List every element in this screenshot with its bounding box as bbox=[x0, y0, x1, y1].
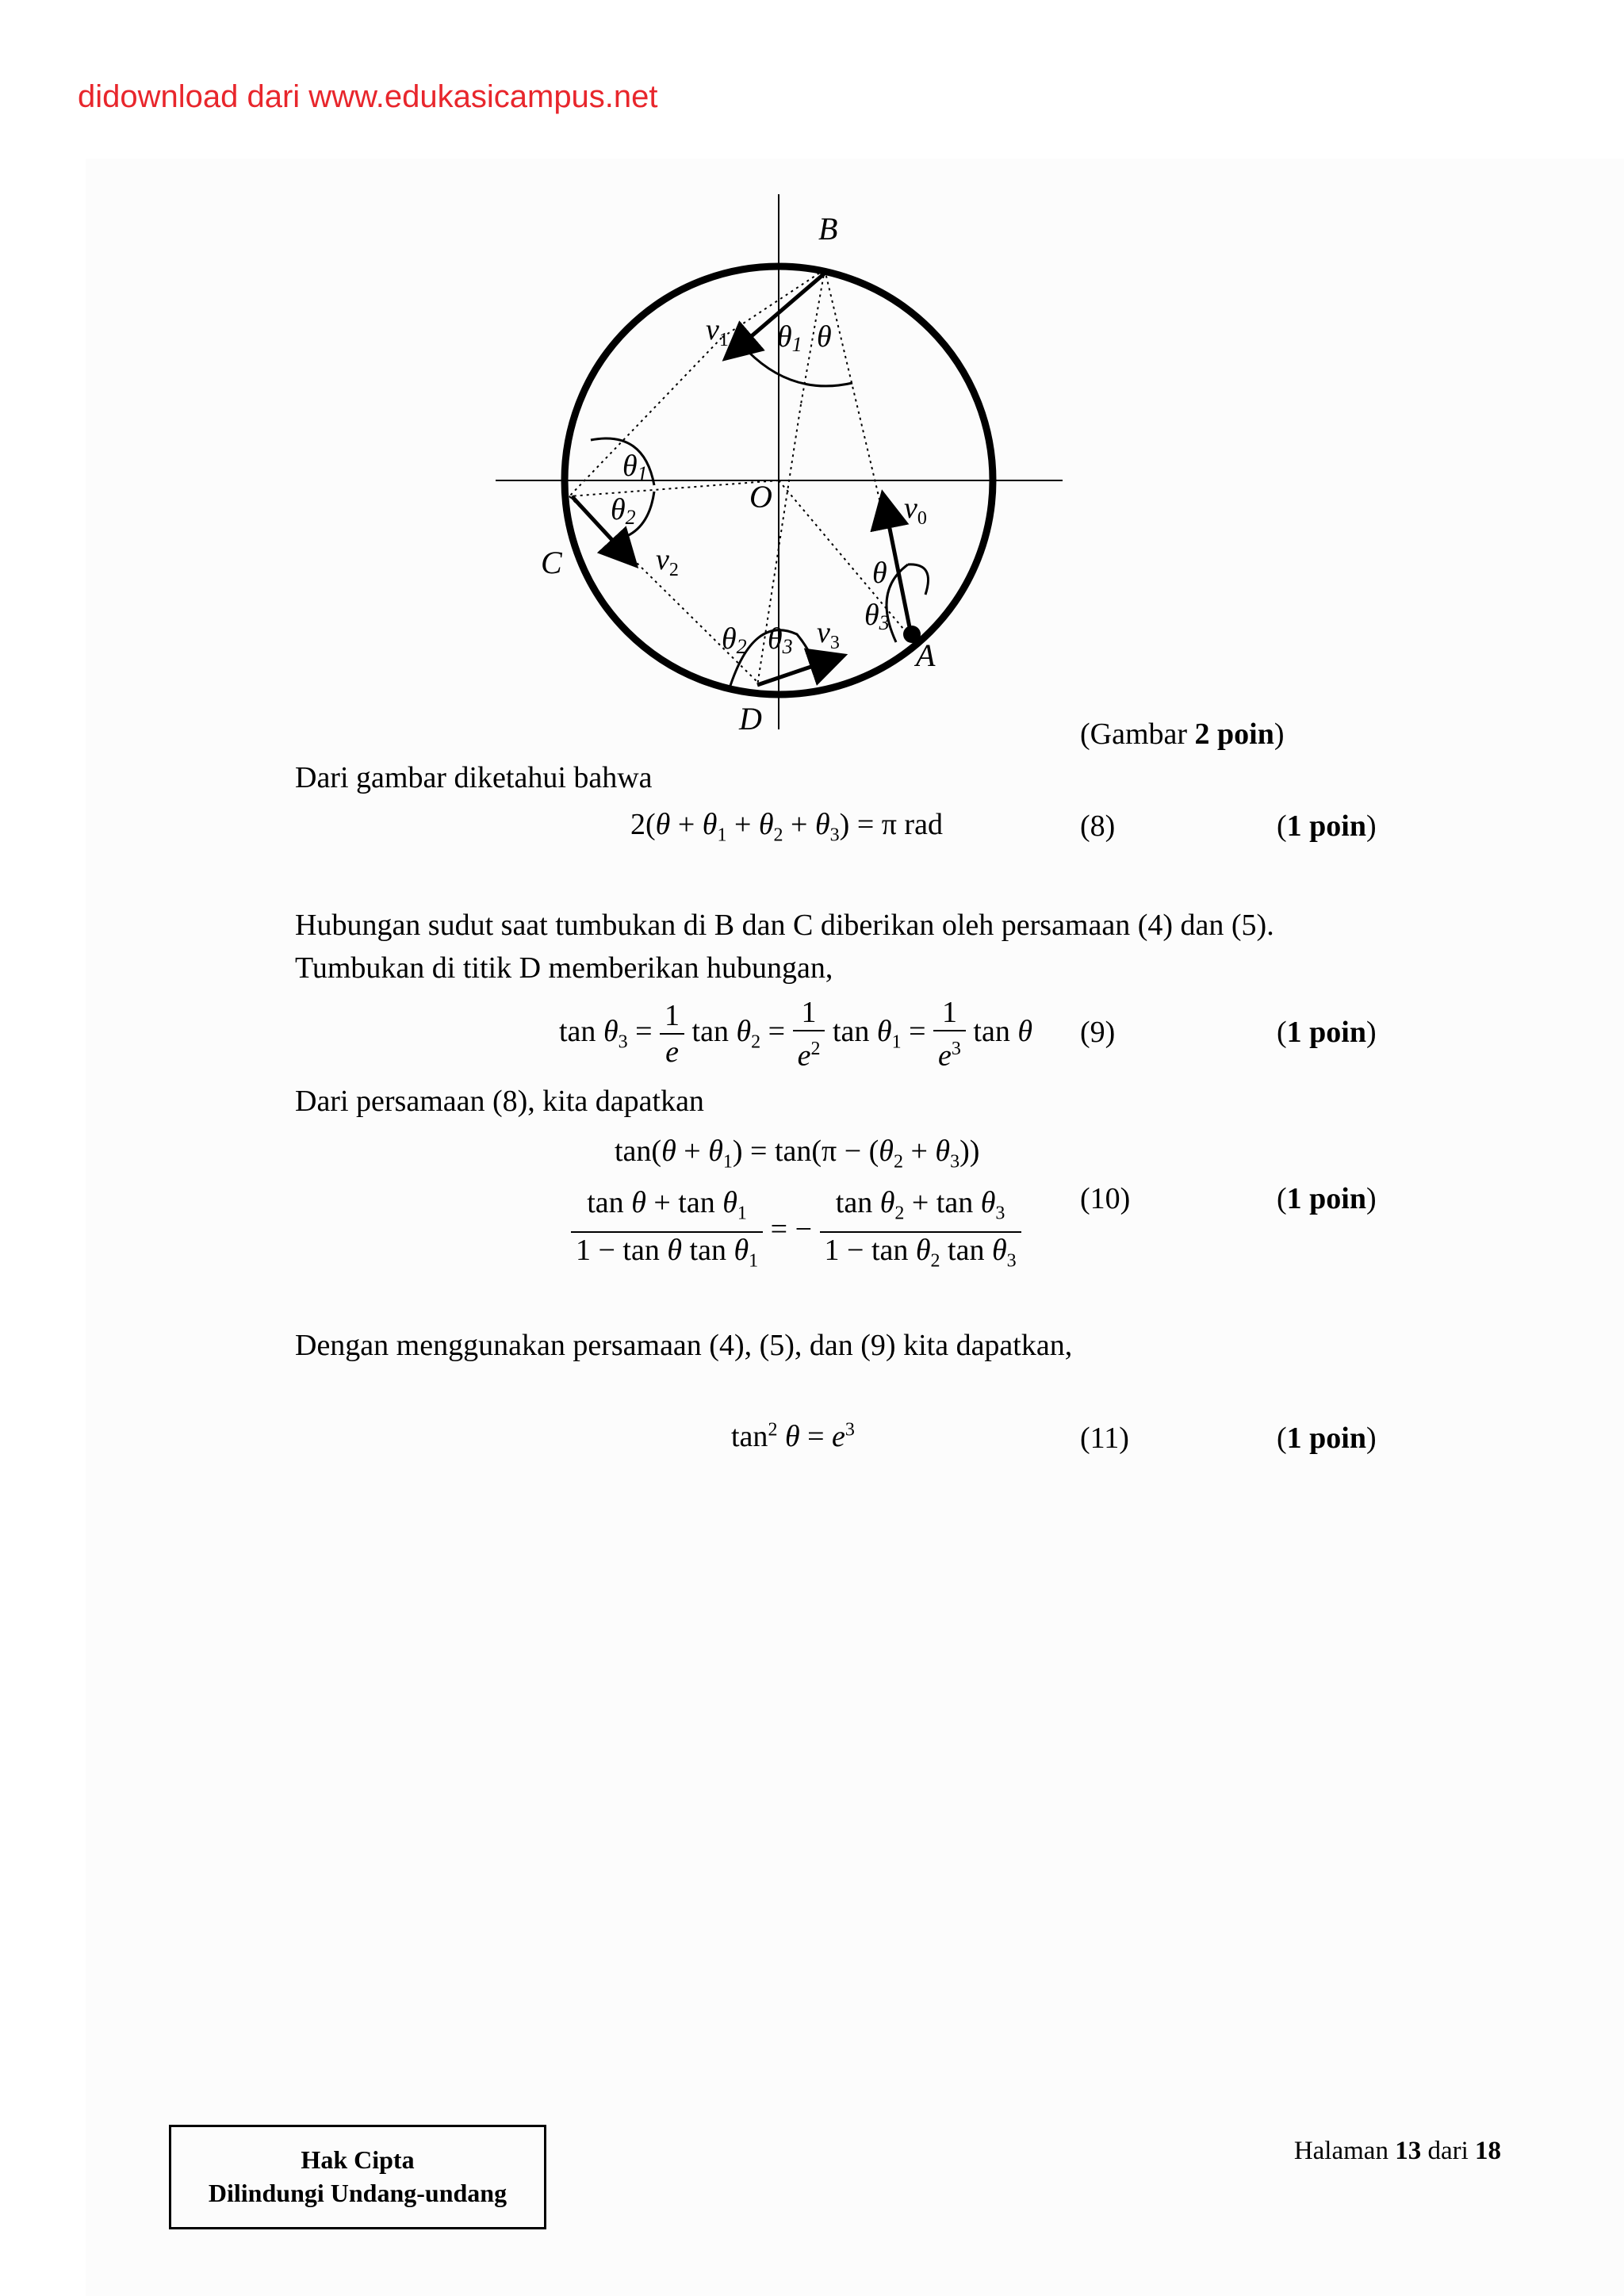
equation-11-number: (11) bbox=[1080, 1422, 1129, 1455]
collision-diagram bbox=[476, 190, 1078, 745]
paragraph-4: Dari persamaan (8), kita dapatkan bbox=[295, 1085, 704, 1118]
equation-9: $\tan \theta_3$ = $\frac{1}{e}$ $\tan \theta_2$ = $\frac{1}{e^2}$ $\tan \theta_1$ = $\frac{1}{e^3}$ tan θ bbox=[559, 996, 1032, 1073]
point-C-label: C bbox=[541, 545, 562, 580]
paragraph-5: Dengan menggunakan persamaan (4), (5), dan (9) kita dapatkan, bbox=[295, 1329, 1073, 1362]
point-B-label: B bbox=[818, 211, 838, 247]
points-eq9: (1 poin) bbox=[1277, 1016, 1377, 1049]
points-eq10: (1 poin) bbox=[1277, 1182, 1377, 1215]
points-eq11: (1 poin) bbox=[1277, 1422, 1377, 1455]
point-D-label: D bbox=[739, 701, 762, 737]
paragraph-1: Dari gambar diketahui bahwa bbox=[295, 761, 653, 794]
theta2-left-label: θ2 bbox=[611, 493, 636, 529]
theta2-bottom-label: θ2 bbox=[722, 622, 747, 658]
theta3-bottom-label: θ3 bbox=[768, 622, 793, 658]
watermark-link[interactable]: didownload dari www.edukasicampus.net bbox=[78, 79, 658, 114]
equation-11: $\tan^2 \theta = e^3$ bbox=[731, 1419, 855, 1453]
equation-10-line-1: $\tan(\theta + \theta_1) = \tan(\pi - (\theta_2 + \theta_3))$ bbox=[615, 1135, 980, 1173]
v0-label: $v_0$ bbox=[904, 492, 927, 529]
origin-O-label: O bbox=[749, 479, 772, 515]
equation-9-number: (9) bbox=[1080, 1016, 1116, 1049]
paragraph-3: Tumbukan di titik D memberikan hubungan, bbox=[295, 951, 833, 985]
theta-right-label: θ bbox=[872, 557, 887, 590]
theta1-top-label: θ1 bbox=[777, 320, 802, 356]
copyright-box bbox=[169, 2125, 546, 2229]
point-A-label: A bbox=[916, 637, 936, 673]
equation-8-number: (8) bbox=[1080, 809, 1116, 843]
paragraph-2: Hubungan sudut saat tumbukan di B dan C diberikan oleh persamaan (4) dan (5). bbox=[295, 909, 1274, 942]
v1-label: $v_1$ bbox=[706, 313, 729, 350]
theta3-right-label: θ3 bbox=[864, 599, 890, 634]
page-number: Halaman 13 dari 18 bbox=[1293, 2137, 1501, 2165]
copyright-line-1: Hak Cipta bbox=[301, 2145, 415, 2174]
theta1-left-label: θ1 bbox=[622, 450, 648, 485]
figure-caption: (Gambar 2 poin) bbox=[1080, 718, 1285, 751]
equation-10-line-2: $\frac{\tan \theta + \tan \theta_1}{1 - \tan \theta \tan \theta_1}$ = − $\frac{\tan \theta_2 + \tan \theta_3}{1 - \tan \theta_2 \tan \theta_3}$ bbox=[571, 1185, 1021, 1278]
equation-8: $2(\theta + \theta_1 + \theta_2 + \theta_3) = \pi$ rad bbox=[630, 808, 943, 846]
equation-10-number: (10) bbox=[1080, 1182, 1131, 1215]
theta-top-label: θ bbox=[817, 320, 832, 354]
copyright-line-2: Dilindungi Undang-undang bbox=[208, 2179, 508, 2207]
points-eq8: (1 poin) bbox=[1277, 809, 1377, 843]
v2-label: $v_2$ bbox=[656, 543, 679, 580]
v3-label: $v_3$ bbox=[817, 616, 840, 653]
